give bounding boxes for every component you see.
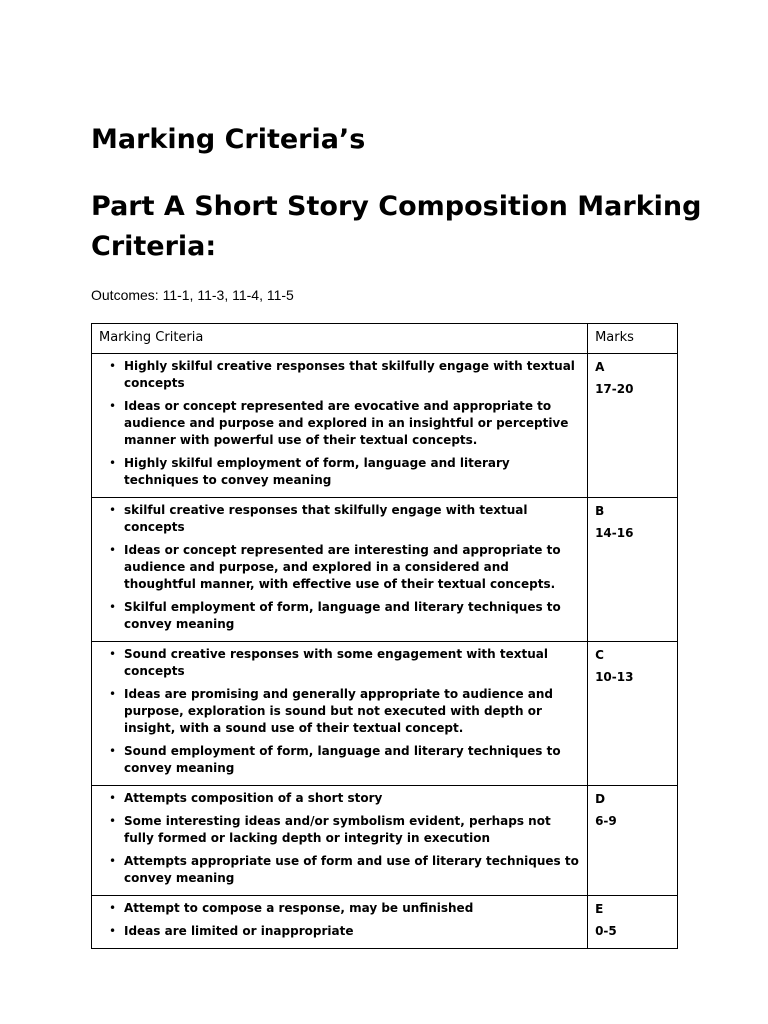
- list-item: • Attempts composition of a short story: [124, 790, 581, 807]
- criteria-list: [98, 646, 581, 777]
- marks-cell: [588, 896, 678, 949]
- criteria-cell: [92, 354, 588, 498]
- table-row: [92, 786, 678, 896]
- grade-label: C: [595, 648, 604, 662]
- table-row: [92, 642, 678, 786]
- mark-range: 6-9: [595, 814, 617, 828]
- list-item: • skilful creative responses that skilfully engage with textual concepts: [124, 502, 581, 536]
- marks-cell: [588, 786, 678, 896]
- header-marks: Marks: [588, 324, 678, 354]
- section-title: Part A Short Story Composition Marking Criteria:: [91, 191, 702, 262]
- criteria-cell: [92, 786, 588, 896]
- criteria-cell: [92, 498, 588, 642]
- list-item: • Attempts appropriate use of form and use of literary techniques to convey meaning: [124, 853, 581, 887]
- criteria-cell: [92, 642, 588, 786]
- mark-range: 0-5: [595, 924, 617, 938]
- header-marking-criteria: Marking Criteria: [92, 324, 588, 354]
- mark-range: 10-13: [595, 670, 634, 684]
- table-header-row: [92, 324, 678, 354]
- mark-range: 14-16: [595, 526, 634, 540]
- mark-range: 17-20: [595, 382, 634, 396]
- criteria-list: [98, 900, 581, 940]
- marks-cell: [588, 642, 678, 786]
- grade-label: E: [595, 902, 604, 916]
- outcomes-line: Outcomes: 11-1, 11-3, 11-4, 11-5: [91, 287, 294, 303]
- list-item: • Ideas are limited or inappropriate: [124, 923, 581, 940]
- table-row: [92, 498, 678, 642]
- marking-criteria-table: [91, 323, 678, 949]
- criteria-cell: [92, 896, 588, 949]
- grade-label: A: [595, 360, 605, 374]
- marks-cell: [588, 354, 678, 498]
- document-title: Marking Criteria’s: [91, 124, 366, 155]
- grade-label: D: [595, 792, 606, 806]
- table-row: [92, 354, 678, 498]
- list-item: • Ideas or concept represented are interesting and appropriate to audience and purpose, and explored in a considered and thoughtful manner, with effective use of their textual concepts.: [124, 542, 581, 593]
- table-row: [92, 896, 678, 949]
- list-item: • Skilful employment of form, language and literary techniques to convey meaning: [124, 599, 581, 633]
- list-item: • Sound creative responses with some engagement with textual concepts: [124, 646, 581, 680]
- list-item: • Ideas or concept represented are evocative and appropriate to audience and purpose and explored in an insightful or perceptive manner with powerful use of their textual concepts.: [124, 398, 581, 449]
- list-item: • Highly skilful employment of form, language and literary techniques to convey meaning: [124, 455, 581, 489]
- list-item: • Attempt to compose a response, may be unfinished: [124, 900, 581, 917]
- list-item: • Ideas are promising and generally appropriate to audience and purpose, exploration is sound but not executed with depth or insight, with a sound use of their textual concept.: [124, 686, 581, 737]
- grade-label: B: [595, 504, 605, 518]
- list-item: • Sound employment of form, language and literary techniques to convey meaning: [124, 743, 581, 777]
- list-item: • Highly skilful creative responses that skilfully engage with textual concepts: [124, 358, 581, 392]
- marks-cell: [588, 498, 678, 642]
- list-item: • Some interesting ideas and/or symbolism evident, perhaps not fully formed or lacking depth or integrity in execution: [124, 813, 581, 847]
- criteria-list: [98, 790, 581, 887]
- criteria-list: [98, 502, 581, 633]
- criteria-list: [98, 358, 581, 489]
